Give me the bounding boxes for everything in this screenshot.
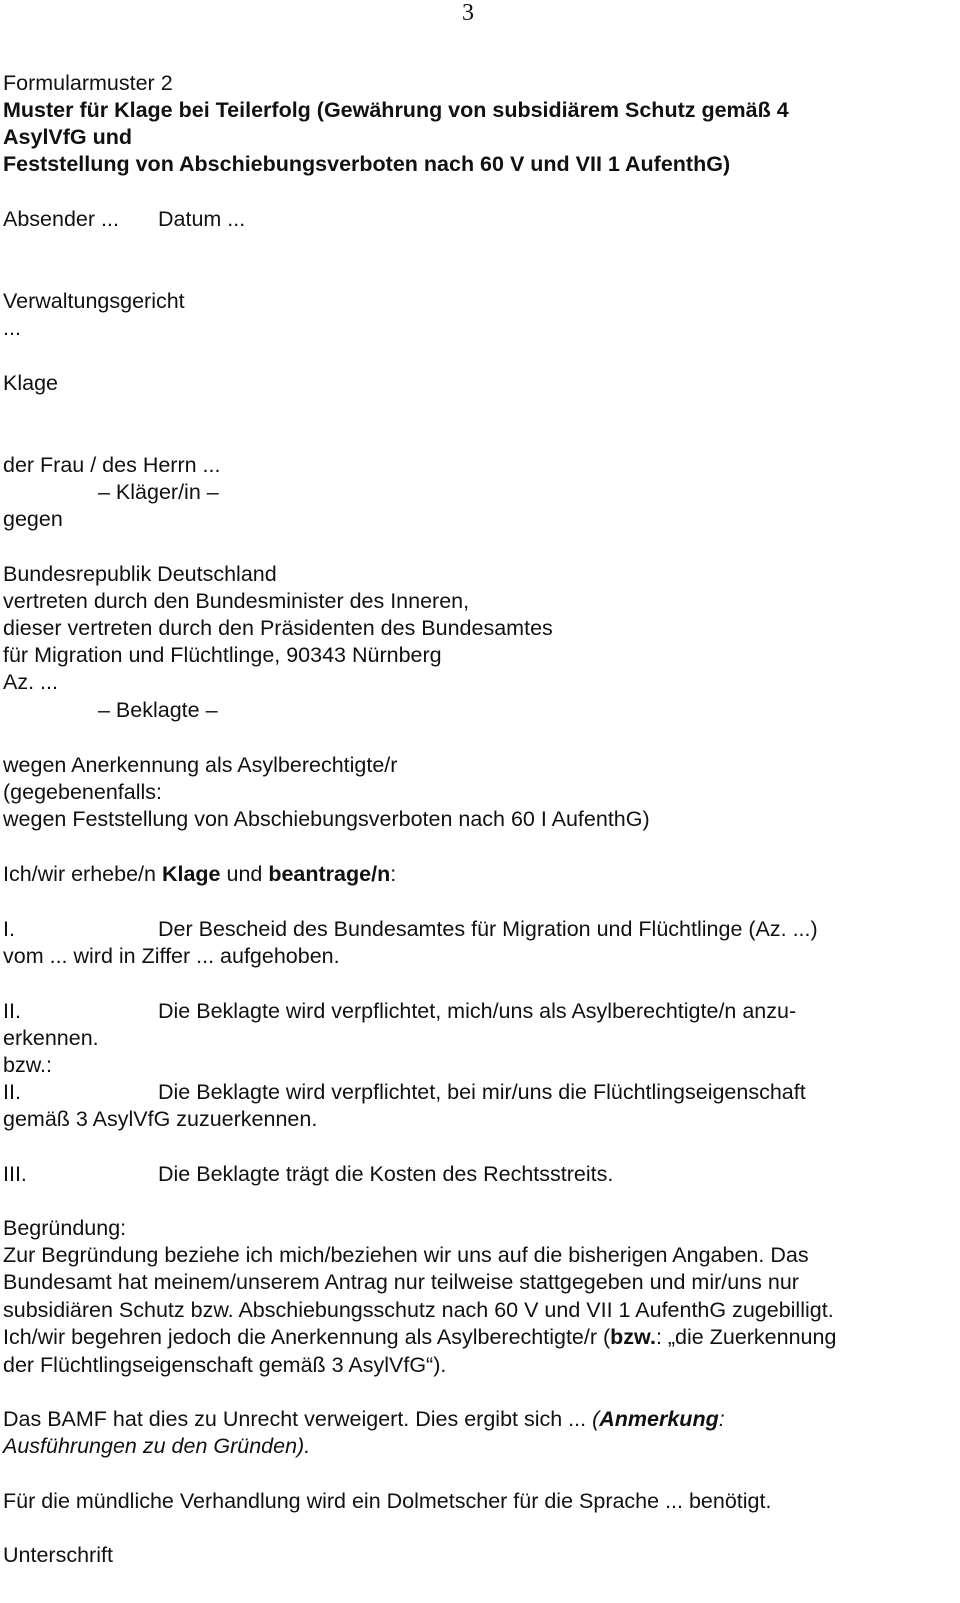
motion-und: und bbox=[220, 862, 269, 886]
title-line-1: Muster für Klage bei Teilerfolg (Gewährung von subsidiärem Schutz gemäß 4 bbox=[3, 98, 789, 122]
reasoning-line-3: subsidiären Schutz bzw. Abschiebungsschutz nach 60 V und VII 1 AufenthG zugebilligt. bbox=[3, 1298, 834, 1322]
motion-line bbox=[3, 860, 396, 888]
reasoning-line-4-b: : „die Zuerkennung bbox=[655, 1325, 837, 1349]
item-bzw: bzw.: bbox=[3, 1053, 52, 1077]
motion-colon: : bbox=[390, 862, 397, 886]
item-iii bbox=[3, 1160, 614, 1188]
motion-klage: Klage bbox=[161, 862, 221, 886]
item-ii-alt-text: Die Beklagte wird verpflichtet, bei mir/uns die Flüchtlingseigenschaft bbox=[158, 1080, 806, 1104]
interpreter-line: Für die mündliche Verhandlung wird ein Dolmetscher für die Sprache ... benötigt. bbox=[3, 1489, 772, 1513]
klage-heading: Klage bbox=[3, 371, 58, 395]
plaintiff-line: der Frau / des Herrn ... bbox=[3, 453, 221, 477]
title-line-3: Feststellung von Abschiebungsverboten nach 60 V und VII 1 AufenthG) bbox=[3, 152, 731, 176]
motion-beantrage: beantrage/n bbox=[268, 862, 391, 886]
reasoning-line-4-bzw: bzw. bbox=[610, 1325, 656, 1349]
plaintiff-role: – Kläger/in – bbox=[98, 480, 219, 504]
reasoning-paragraph-2 bbox=[3, 1405, 725, 1433]
item-iii-number: III. bbox=[3, 1162, 27, 1186]
reasoning-line-4 bbox=[3, 1323, 836, 1351]
reasoning-p2-c: : bbox=[718, 1407, 725, 1431]
item-ii-alt-number: II. bbox=[3, 1080, 21, 1104]
motion-prefix: Ich/wir erhebe/n bbox=[3, 862, 162, 886]
subject-line-3: wegen Feststellung von Abschiebungsverboten nach 60 I AufenthG) bbox=[3, 807, 650, 831]
defendant-line-3: dieser vertreten durch den Präsidenten des Bundesamtes bbox=[3, 616, 553, 640]
item-iii-text: Die Beklagte trägt die Kosten des Rechtsstreits. bbox=[158, 1162, 614, 1186]
defendant-line-1: Bundesrepublik Deutschland bbox=[3, 562, 277, 586]
defendant-line-2: vertreten durch den Bundesminister des Inneren, bbox=[3, 589, 470, 613]
item-ii-alt-continuation: gemäß 3 AsylVfG zuzuerkennen. bbox=[3, 1107, 318, 1131]
subject-line-2: (gegebenenfalls: bbox=[3, 780, 162, 804]
gegen-label: gegen bbox=[3, 507, 63, 531]
defendant-role: – Beklagte – bbox=[98, 698, 218, 722]
page-number: 3 bbox=[462, 0, 474, 26]
datum-field: Datum ... bbox=[158, 207, 246, 231]
item-ii-text: Die Beklagte wird verpflichtet, mich/uns als Asylberechtigte/n anzu- bbox=[158, 999, 797, 1023]
item-i-text: Der Bescheid des Bundesamtes für Migration und Flüchtlinge (Az. ...) bbox=[158, 917, 818, 941]
reasoning-p2-a: Das BAMF hat dies zu Unrecht verweigert. Dies ergibt sich ... bbox=[3, 1407, 593, 1431]
item-ii-alt bbox=[3, 1078, 806, 1106]
reasoning-line-4-a: Ich/wir begehren jedoch die Anerkennung als Asylberechtigte/r ( bbox=[3, 1325, 611, 1349]
item-ii bbox=[3, 997, 797, 1025]
title-line-2: AsylVfG und bbox=[3, 125, 133, 149]
signature-label: Unterschrift bbox=[3, 1543, 113, 1567]
item-ii-continuation: erkennen. bbox=[3, 1026, 99, 1050]
item-ii-number: II. bbox=[3, 999, 21, 1023]
absender-field: Absender ... bbox=[3, 207, 119, 231]
defendant-line-4: für Migration und Flüchtlinge, 90343 Nürnberg bbox=[3, 643, 442, 667]
reasoning-line-2: Bundesamt hat meinem/unserem Antrag nur teilweise stattgegeben und mir/uns nur bbox=[3, 1270, 799, 1294]
reasoning-p2-b: ( bbox=[592, 1407, 600, 1431]
reasoning-line-1: Zur Begründung beziehe ich mich/beziehen wir uns auf die bisherigen Angaben. Das bbox=[3, 1243, 809, 1267]
item-i-number: I. bbox=[3, 917, 15, 941]
defendant-az: Az. ... bbox=[3, 670, 58, 694]
court-name: Verwaltungsgericht bbox=[3, 289, 185, 313]
reasoning-heading: Begründung: bbox=[3, 1216, 127, 1240]
item-i bbox=[3, 915, 818, 943]
form-label: Formularmuster 2 bbox=[3, 71, 173, 95]
reasoning-p2-line-2: Ausführungen zu den Gründen). bbox=[3, 1434, 311, 1458]
reasoning-p2-anmerkung: Anmerkung bbox=[599, 1407, 719, 1431]
reasoning-line-5: der Flüchtlingseigenschaft gemäß 3 AsylVfG“). bbox=[3, 1353, 447, 1377]
item-i-continuation: vom ... wird in Ziffer ... aufgehoben. bbox=[3, 944, 340, 968]
court-placeholder: ... bbox=[3, 316, 21, 340]
subject-line-1: wegen Anerkennung als Asylberechtigte/r bbox=[3, 753, 398, 777]
sender-line bbox=[3, 205, 246, 233]
